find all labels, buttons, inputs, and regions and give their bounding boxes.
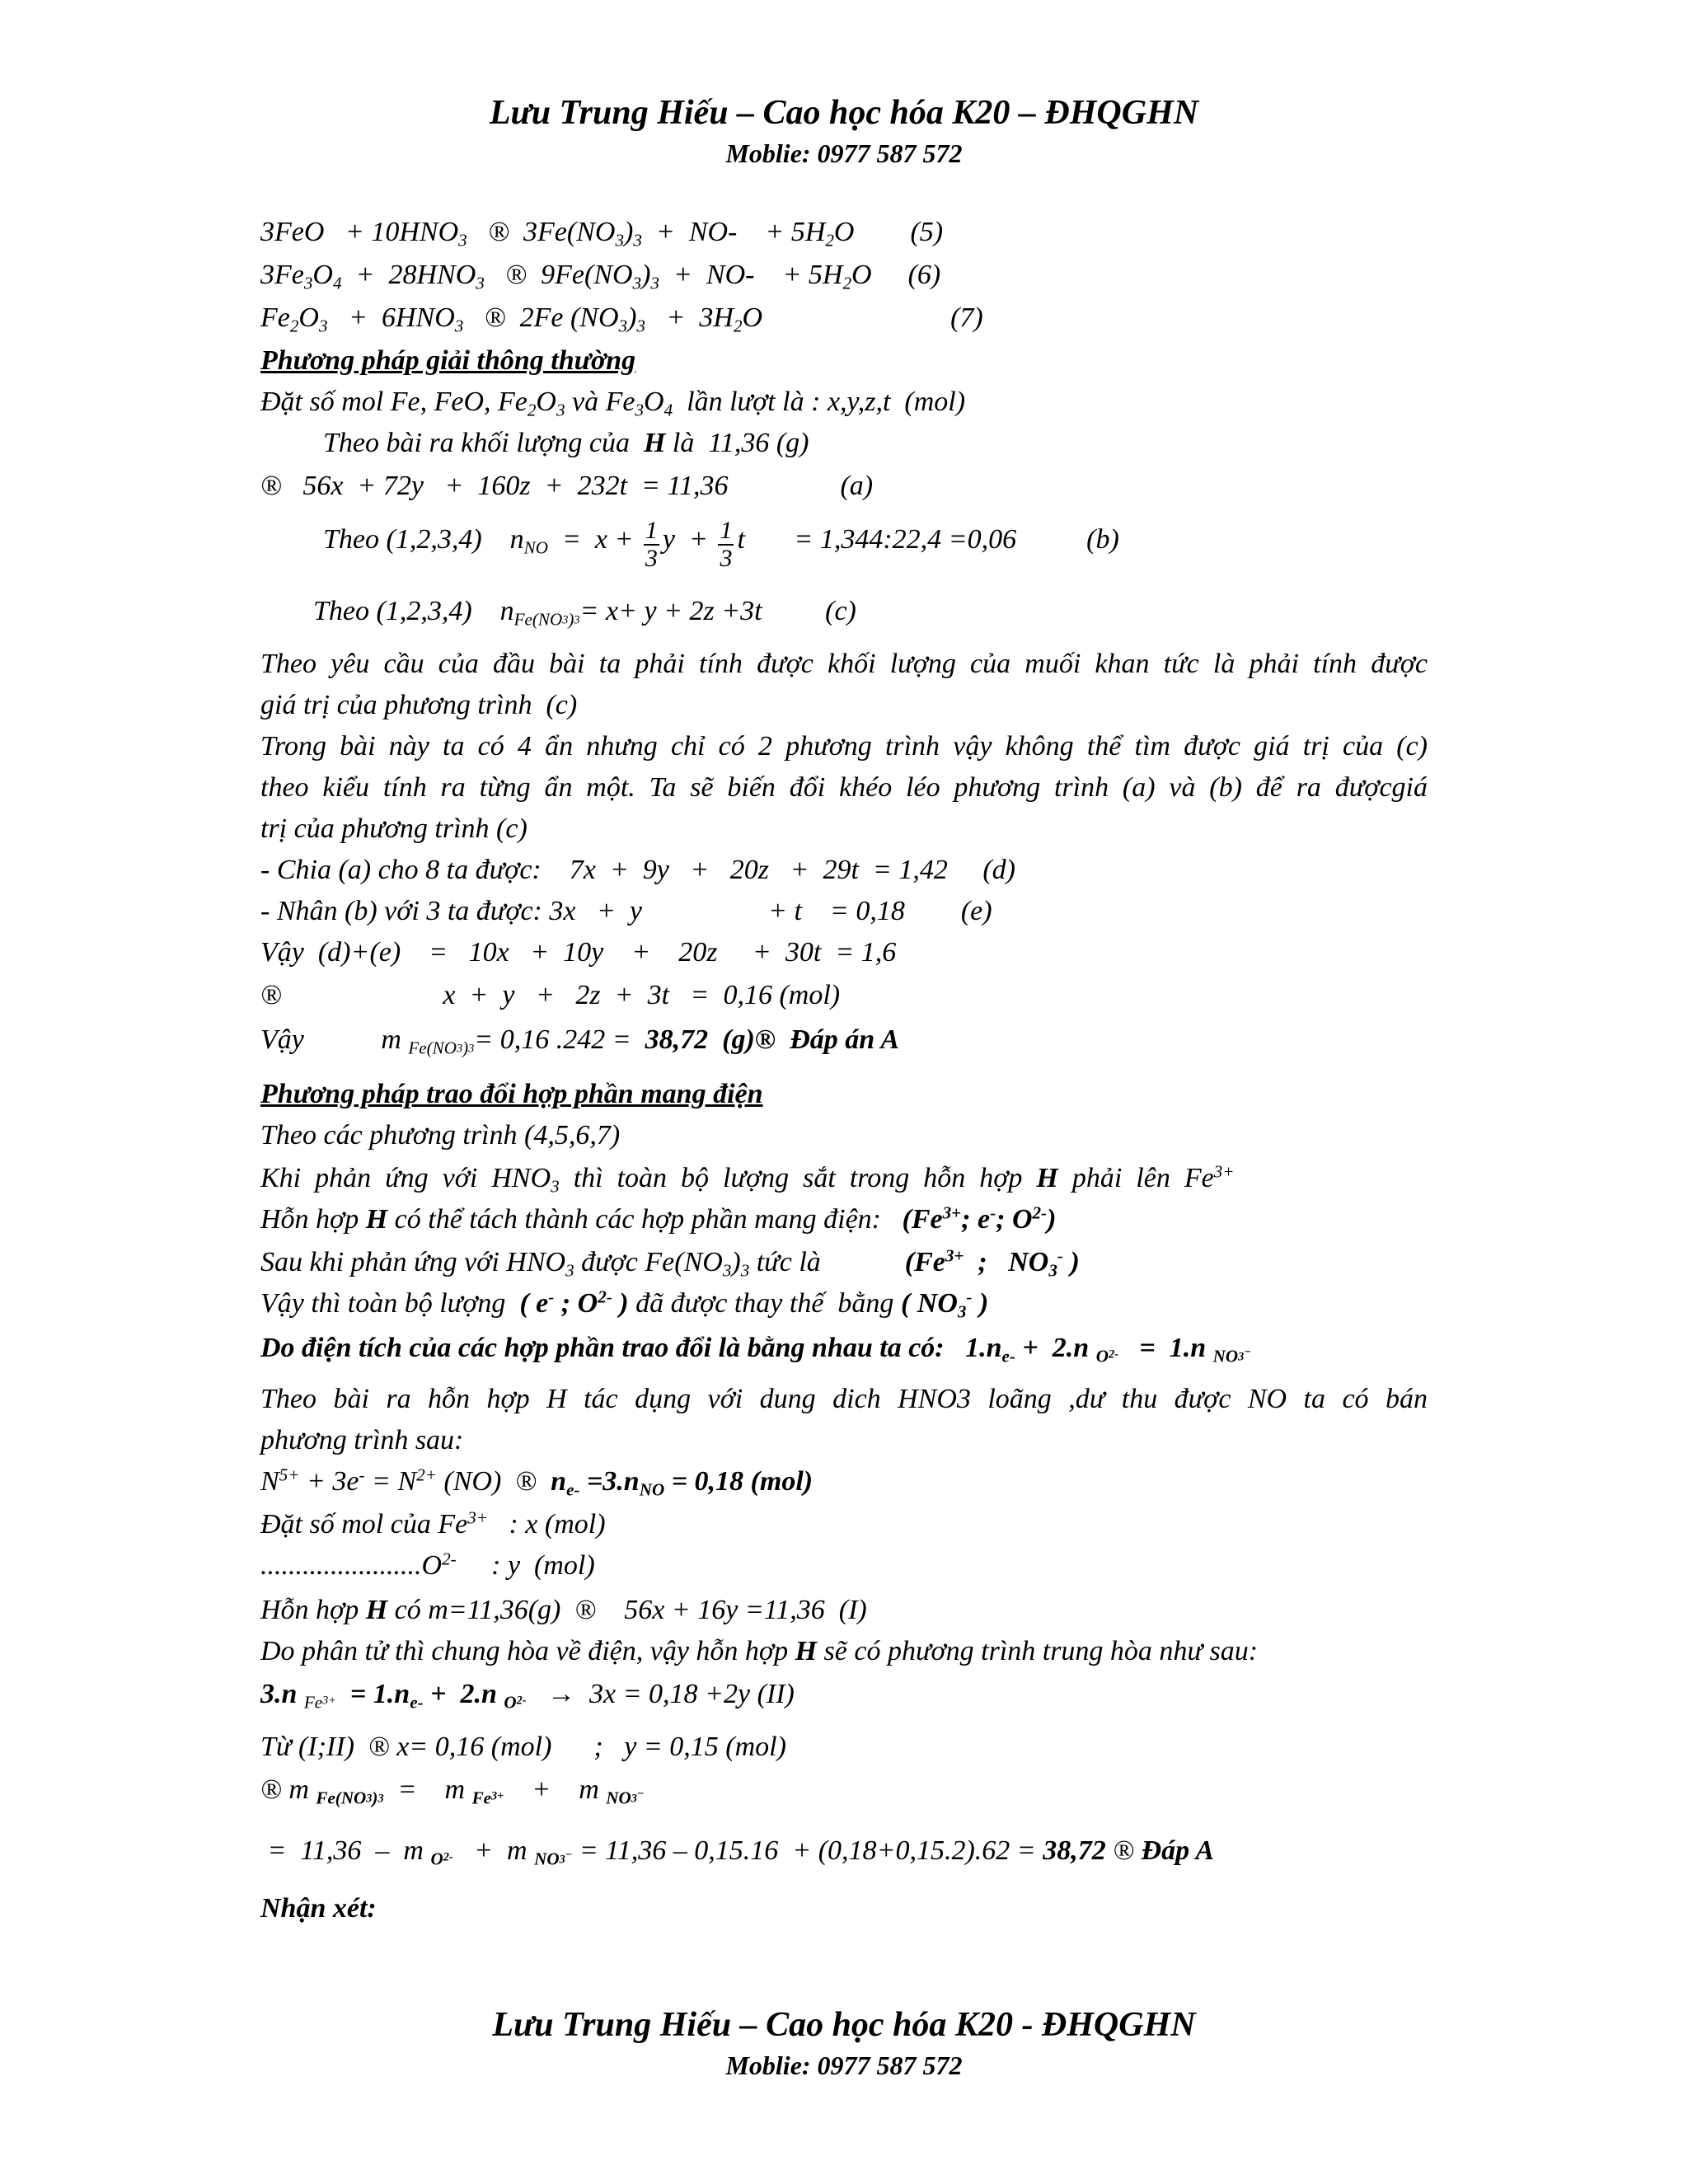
mol-fe-line: Đặt số mol của $Fe^{3+}$ : x (mol) <box>260 1507 606 1540</box>
paragraph-1-line-2: giá trị của phương trình (c) <box>260 690 578 720</box>
paragraph-3-line-1: Theo bài ra hỗn hợp H tác dụng với dung dich HNO3 loãng ,dư thu được NO ta có bán <box>260 1384 1428 1414</box>
method2-line-3: Hỗn hợp H có thể tách thành các hợp phần mang điện: ($Fe^{3+}$; e-; $O^{2-}$) <box>260 1202 1057 1235</box>
equation-sum-reduced: ® x + y + 2z + 3t = 0,16 (mol) <box>260 980 841 1010</box>
paragraph-2-line-1: Trong bài này ta có 4 ẩn nhưng chỉ có 2 phương trình vậy không thể tìm được giá trị của (c) <box>260 731 1428 762</box>
fraction-one-third-2: $\frac{1}{3}$ <box>720 517 733 572</box>
method1-variables: Đặt số mol Fe, FeO, $Fe_2O_3$ và $Fe_3O_4$ lần lượt là : x,y,z,t (mol) <box>260 387 966 420</box>
fraction-one-third: $\frac{1}{3}$ <box>645 517 658 572</box>
method2-line-1: Theo các phương trình (4,5,6,7) <box>260 1120 621 1151</box>
method2-line-4: Sau khi phản ứng với $HNO_3$ được $Fe(NO_3)_3$ tức là ($Fe^{3+}$ ; $NO_3^-$ ) <box>260 1245 1080 1281</box>
method1-mass-line: Theo bài ra khối lượng của H là 11,36 (g) <box>323 428 809 458</box>
reaction-7: $Fe_2O_3 + 6HNO_3$ ® 2Fe $(NO_3)_3 + 3H_2O$ (7) <box>260 302 983 336</box>
equation-II: 3.n $_{Fe3+} = 1.n_{e-} + 2.n$ $_{O2-}$ → 3x = 0,18 +2y (II) <box>260 1679 795 1713</box>
equation-a: ® 56x + 72y + 160z + 232t = 11,36 (a) <box>260 471 874 501</box>
solution-line: Từ (I;II) ® x= 0,16 (mol) ; y = 0,15 (mol) <box>260 1732 786 1762</box>
remark-label: Nhận xét: <box>260 1893 377 1924</box>
method2-line-5: Vậy thì toàn bộ lượng ( e- ; $O^{2-}$ ) đã được thay thế bằng ( $NO_3^-$ ) <box>260 1286 989 1322</box>
equation-d: - Chia (a) cho 8 ta được: 7x + 9y + 20z + 29t = 1,42 (d) <box>260 855 1016 885</box>
final-calculation: = 11,36 – m $_{O2-}$ + m $_{NO3-}$ = 11,36 – 0,15.16 + (0,18+0,15.2).62 = 38,72 ® Đáp A <box>260 1835 1215 1869</box>
charge-balance-equation: Do điện tích của các hợp phần trao đổi là bằng nhau ta có: $1.n_{e-} + 2.n$ $_{O2-}$ = 1.n $_{NO3-}$ <box>260 1333 1251 1366</box>
method1-heading: Phương pháp giải thông thường <box>260 345 636 376</box>
footer-title: Lưu Trung Hiếu – Cao học hóa K20 - ĐHQGHN <box>492 2006 1196 2044</box>
header-title: Lưu Trung Hiếu – Cao học hóa K20 – ĐHQGHN <box>489 94 1199 132</box>
equation-e: - Nhân (b) với 3 ta được: 3x + y + t = 0,18 (e) <box>260 896 992 926</box>
reaction-5: $3FeO + 10HNO_3$ ® $3Fe(NO_3)_3 + NO-$ + $5H_2O$ (5) <box>260 217 944 251</box>
neutrality-line: Do phân tử thì chung hòa về điện, vậy hỗn hợp H sẽ có phương trình trung hòa như sau: <box>260 1636 1259 1666</box>
mol-o-line: $.......................O^{2-}$ : y (mol) <box>260 1549 595 1581</box>
reaction-6: $3Fe_3O_4 + 28HNO_3$ ® $9Fe(NO_3)_3 + NO-$ + $5H_2O$ (6) <box>260 260 941 293</box>
method2-heading: Phương pháp trao đổi hợp phần mang điện <box>260 1079 763 1109</box>
salt-mass-line: ® m $_{Fe(NO3)3}$ = m $_{Fe3+}$ + m $_{NO3-}$ <box>260 1774 645 1808</box>
footer-phone: Moblie: 0977 587 572 <box>725 2050 963 2080</box>
method2-line-2: Khi phản ứng với $HNO_3$ thì toàn bộ lượng sắt trong hỗn hợp H phải lên $Fe^{3+}$ <box>260 1161 1235 1197</box>
paragraph-2-line-3: trị của phương trình (c) <box>260 813 528 844</box>
half-equation: $N^{5+} + 3e^- = N^{2+}$ (NO) ® $n_{e-} =3.n_{NO} = 0,18$ (mol) <box>260 1465 814 1500</box>
header-phone: Moblie: 0977 587 572 <box>725 138 963 168</box>
equation-I: Hỗn hợp H có m=11,36(g) ® 56x + 16y =11,36 (I) <box>260 1595 867 1625</box>
paragraph-2-line-2: theo kiểu tính ra từng ẩn một. Ta sẽ biến đổi khéo léo phương trình (a) và (b) để ra đượcgiá <box>260 772 1428 803</box>
method1-result: Vậy m $_{Fe(NO3)3}$= 0,16 .242 = 38,72 (g)® Đáp án A <box>260 1024 900 1058</box>
paragraph-3-line-2: phương trình sau: <box>260 1425 464 1455</box>
equation-b: Theo (1,2,3,4) $n_{NO} = x$ + $\frac{1}{3}$ y + $\frac{1}{3}$ t = 1,344:22,4 =0,06 (b) <box>323 517 1119 572</box>
equation-sum: Vậy (d)+(e) = 10x + 10y + 20z + 30t = 1,6 <box>260 937 897 968</box>
equation-c: Theo (1,2,3,4) $n_{Fe(NO3)3}= x+ y + 2z +3t$ (c) <box>313 596 856 630</box>
paragraph-1-line-1: Theo yêu cầu của đầu bài ta phải tính được khối lượng của muối khan tức là phải tính được <box>260 649 1428 679</box>
